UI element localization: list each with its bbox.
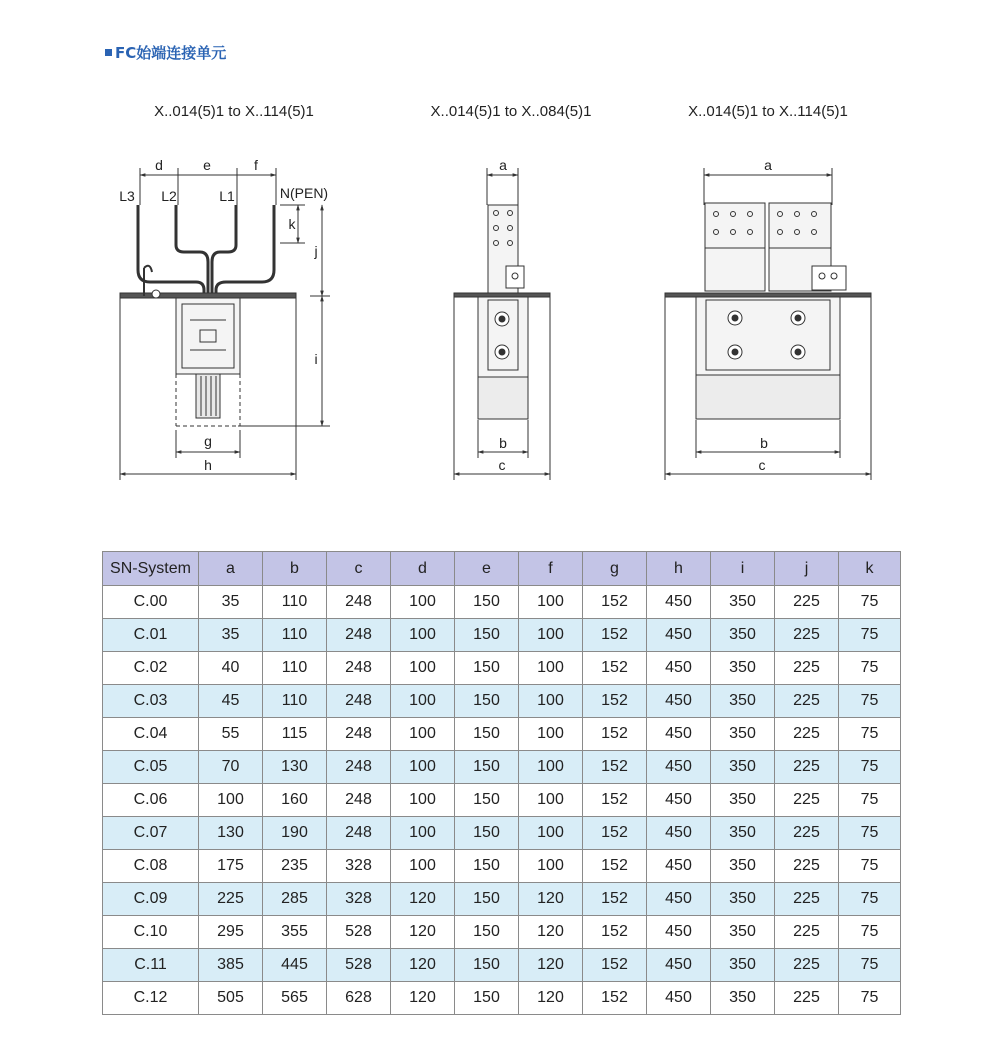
phase-label-neutral: N(PEN) xyxy=(279,185,329,201)
table-row xyxy=(103,949,901,982)
table-cell-value: 225 xyxy=(199,883,263,916)
table-cell-value: 628 xyxy=(327,982,391,1015)
table-cell-value: 152 xyxy=(583,586,647,619)
table-cell-value: 152 xyxy=(583,883,647,916)
table-cell-value: 115 xyxy=(263,718,327,751)
table-cell-value: 110 xyxy=(263,685,327,718)
table-cell-value: 150 xyxy=(455,586,519,619)
table-cell-value: 100 xyxy=(391,652,455,685)
dim-label-i: i xyxy=(314,351,318,367)
table-cell-system: C.04 xyxy=(103,718,199,751)
table-cell-value: 75 xyxy=(839,685,901,718)
header-j: j xyxy=(775,552,839,586)
table-cell-value: 225 xyxy=(775,784,839,817)
table-cell-value: 100 xyxy=(519,586,583,619)
table-cell-system: C.01 xyxy=(103,619,199,652)
table-row xyxy=(103,685,901,718)
table-cell-value: 150 xyxy=(455,850,519,883)
table-cell-value: 150 xyxy=(455,949,519,982)
table-cell-value: 75 xyxy=(839,817,901,850)
table-cell-value: 190 xyxy=(263,817,327,850)
table-cell-value: 175 xyxy=(199,850,263,883)
table-cell-value: 75 xyxy=(839,718,901,751)
table-cell-value: 75 xyxy=(839,850,901,883)
table-cell-value: 75 xyxy=(839,982,901,1015)
table-cell-value: 152 xyxy=(583,652,647,685)
table-cell-value: 120 xyxy=(519,982,583,1015)
table-cell-value: 150 xyxy=(455,718,519,751)
table-cell-value: 152 xyxy=(583,817,647,850)
table-cell-value: 225 xyxy=(775,817,839,850)
table-cell-value: 350 xyxy=(711,751,775,784)
table-cell-value: 285 xyxy=(263,883,327,916)
table-cell-value: 248 xyxy=(327,619,391,652)
table-cell-value: 152 xyxy=(583,619,647,652)
table-cell-value: 100 xyxy=(519,850,583,883)
table-cell-value: 450 xyxy=(647,751,711,784)
table-row xyxy=(103,652,901,685)
table-cell-value: 152 xyxy=(583,784,647,817)
table-cell-value: 450 xyxy=(647,817,711,850)
table-cell-value: 450 xyxy=(647,916,711,949)
table-row xyxy=(103,718,901,751)
section-title-text: FC始端连接单元 xyxy=(115,44,227,62)
table-cell-value: 350 xyxy=(711,916,775,949)
table-cell-value: 100 xyxy=(391,718,455,751)
table-cell-value: 225 xyxy=(775,619,839,652)
technical-drawings xyxy=(0,0,1000,500)
table-cell-system: C.05 xyxy=(103,751,199,784)
table-row xyxy=(103,850,901,883)
figure-3-drawing xyxy=(665,168,871,480)
table-cell-value: 355 xyxy=(263,916,327,949)
phase-label-L2: L2 xyxy=(161,188,177,204)
dim-label-a: a xyxy=(764,157,772,173)
table-cell-value: 120 xyxy=(391,916,455,949)
table-cell-value: 450 xyxy=(647,652,711,685)
table-cell-value: 160 xyxy=(263,784,327,817)
table-body xyxy=(103,586,901,1015)
table-cell-value: 110 xyxy=(263,619,327,652)
table-cell-value: 100 xyxy=(391,850,455,883)
table-cell-system: C.03 xyxy=(103,685,199,718)
figure-2-caption: X..014(5)1 to X..084(5)1 xyxy=(430,103,592,120)
table-cell-value: 100 xyxy=(519,817,583,850)
table-cell-value: 100 xyxy=(519,784,583,817)
table-cell-value: 120 xyxy=(391,883,455,916)
header-g: g xyxy=(583,552,647,586)
table-cell-value: 120 xyxy=(519,916,583,949)
table-cell-value: 385 xyxy=(199,949,263,982)
table-cell-value: 225 xyxy=(775,652,839,685)
table-cell-value: 45 xyxy=(199,685,263,718)
table-cell-value: 152 xyxy=(583,982,647,1015)
table-cell-value: 120 xyxy=(391,982,455,1015)
table-cell-value: 248 xyxy=(327,817,391,850)
dim-label-b: b xyxy=(760,435,768,451)
figure-2-drawing xyxy=(454,168,550,480)
table-cell-value: 75 xyxy=(839,586,901,619)
table-cell-value: 225 xyxy=(775,751,839,784)
dim-label-d: d xyxy=(155,157,163,173)
table-cell-value: 150 xyxy=(455,883,519,916)
table-cell-value: 350 xyxy=(711,619,775,652)
dim-label-e: e xyxy=(203,157,211,173)
table-cell-value: 152 xyxy=(583,751,647,784)
header-k: k xyxy=(839,552,901,586)
table-cell-value: 100 xyxy=(199,784,263,817)
table-cell-system: C.02 xyxy=(103,652,199,685)
table-cell-value: 150 xyxy=(455,916,519,949)
table-cell-value: 528 xyxy=(327,916,391,949)
table-cell-value: 150 xyxy=(455,685,519,718)
table-cell-value: 150 xyxy=(455,619,519,652)
table-row xyxy=(103,817,901,850)
table-cell-value: 450 xyxy=(647,619,711,652)
dim-label-c: c xyxy=(498,457,506,473)
table-cell-value: 75 xyxy=(839,883,901,916)
table-cell-value: 152 xyxy=(583,685,647,718)
table-cell-value: 528 xyxy=(327,949,391,982)
table-cell-value: 120 xyxy=(519,949,583,982)
table-cell-value: 100 xyxy=(519,718,583,751)
table-cell-system: C.08 xyxy=(103,850,199,883)
table-cell-value: 350 xyxy=(711,949,775,982)
table-cell-value: 450 xyxy=(647,850,711,883)
table-cell-value: 328 xyxy=(327,883,391,916)
table-cell-value: 100 xyxy=(391,817,455,850)
table-cell-value: 450 xyxy=(647,718,711,751)
table-cell-value: 248 xyxy=(327,652,391,685)
table-cell-value: 100 xyxy=(391,619,455,652)
table-cell-value: 450 xyxy=(647,982,711,1015)
table-cell-value: 450 xyxy=(647,949,711,982)
table-row xyxy=(103,916,901,949)
table-cell-value: 235 xyxy=(263,850,327,883)
table-cell-value: 225 xyxy=(775,718,839,751)
dim-label-a: a xyxy=(499,157,507,173)
dim-label-j: j xyxy=(314,243,318,259)
table-cell-value: 248 xyxy=(327,685,391,718)
phase-label-L3: L3 xyxy=(119,188,135,204)
table-cell-value: 70 xyxy=(199,751,263,784)
table-cell-value: 130 xyxy=(199,817,263,850)
header-d: d xyxy=(391,552,455,586)
table-cell-value: 350 xyxy=(711,652,775,685)
table-cell-value: 350 xyxy=(711,817,775,850)
table-cell-value: 350 xyxy=(711,685,775,718)
table-cell-value: 350 xyxy=(711,982,775,1015)
table-cell-value: 350 xyxy=(711,586,775,619)
dim-label-h: h xyxy=(204,457,212,473)
table-cell-value: 35 xyxy=(199,619,263,652)
table-cell-value: 225 xyxy=(775,850,839,883)
table-row xyxy=(103,586,901,619)
table-cell-value: 75 xyxy=(839,619,901,652)
header-sn-system: SN-System xyxy=(103,552,199,586)
table-cell-system: C.00 xyxy=(103,586,199,619)
table-cell-value: 350 xyxy=(711,784,775,817)
phase-label-L1: L1 xyxy=(219,188,235,204)
table-cell-system: C.09 xyxy=(103,883,199,916)
table-cell-value: 225 xyxy=(775,883,839,916)
table-cell-value: 248 xyxy=(327,586,391,619)
table-cell-value: 100 xyxy=(391,685,455,718)
table-cell-value: 110 xyxy=(263,652,327,685)
table-cell-value: 450 xyxy=(647,685,711,718)
table-cell-value: 100 xyxy=(391,586,455,619)
table-cell-value: 152 xyxy=(583,949,647,982)
table-row xyxy=(103,751,901,784)
dim-label-k: k xyxy=(288,216,296,232)
table-cell-value: 100 xyxy=(519,751,583,784)
table-header-row xyxy=(103,552,901,586)
header-e: e xyxy=(455,552,519,586)
table-row xyxy=(103,784,901,817)
table-cell-value: 450 xyxy=(647,586,711,619)
table-cell-value: 152 xyxy=(583,850,647,883)
dimension-table xyxy=(102,551,901,1015)
table-cell-value: 565 xyxy=(263,982,327,1015)
table-cell-value: 150 xyxy=(455,751,519,784)
header-c: c xyxy=(327,552,391,586)
table-cell-value: 75 xyxy=(839,751,901,784)
table-cell-value: 328 xyxy=(327,850,391,883)
dim-label-c: c xyxy=(758,457,766,473)
table-cell-value: 350 xyxy=(711,850,775,883)
table-cell-value: 35 xyxy=(199,586,263,619)
header-a: a xyxy=(199,552,263,586)
table-cell-value: 248 xyxy=(327,718,391,751)
table-cell-value: 75 xyxy=(839,949,901,982)
table-cell-system: C.06 xyxy=(103,784,199,817)
table-cell-value: 75 xyxy=(839,652,901,685)
table-cell-value: 225 xyxy=(775,982,839,1015)
dim-label-b: b xyxy=(499,435,507,451)
table-cell-value: 505 xyxy=(199,982,263,1015)
table-cell-value: 100 xyxy=(519,619,583,652)
header-b: b xyxy=(263,552,327,586)
table-cell-system: C.11 xyxy=(103,949,199,982)
dim-label-f: f xyxy=(254,157,258,173)
table-cell-value: 248 xyxy=(327,784,391,817)
table-cell-value: 152 xyxy=(583,916,647,949)
table-cell-value: 75 xyxy=(839,916,901,949)
table-cell-value: 100 xyxy=(519,652,583,685)
dim-label-g: g xyxy=(204,433,212,449)
table-cell-value: 130 xyxy=(263,751,327,784)
table-cell-value: 100 xyxy=(391,784,455,817)
table-cell-system: C.07 xyxy=(103,817,199,850)
figure-1-drawing xyxy=(120,168,330,480)
table-cell-value: 225 xyxy=(775,685,839,718)
table-cell-system: C.12 xyxy=(103,982,199,1015)
figure-3-caption: X..014(5)1 to X..114(5)1 xyxy=(688,103,848,120)
table-cell-value: 40 xyxy=(199,652,263,685)
table-row xyxy=(103,619,901,652)
table-cell-value: 120 xyxy=(391,949,455,982)
table-cell-value: 55 xyxy=(199,718,263,751)
table-cell-value: 75 xyxy=(839,784,901,817)
table-cell-value: 100 xyxy=(519,685,583,718)
header-h: h xyxy=(647,552,711,586)
table-cell-value: 152 xyxy=(583,718,647,751)
table-cell-value: 110 xyxy=(263,586,327,619)
table-cell-value: 225 xyxy=(775,949,839,982)
table-cell-value: 248 xyxy=(327,751,391,784)
table-cell-value: 225 xyxy=(775,916,839,949)
table-cell-value: 295 xyxy=(199,916,263,949)
figure-1-caption: X..014(5)1 to X..114(5)1 xyxy=(154,103,314,120)
table-cell-value: 150 xyxy=(455,982,519,1015)
table-cell-value: 350 xyxy=(711,718,775,751)
table-cell-value: 445 xyxy=(263,949,327,982)
table-cell-system: C.10 xyxy=(103,916,199,949)
table-row xyxy=(103,883,901,916)
table-cell-value: 450 xyxy=(647,784,711,817)
table-row xyxy=(103,982,901,1015)
table-cell-value: 150 xyxy=(455,817,519,850)
table-cell-value: 450 xyxy=(647,883,711,916)
table-cell-value: 225 xyxy=(775,586,839,619)
table-cell-value: 150 xyxy=(455,784,519,817)
table-cell-value: 120 xyxy=(519,883,583,916)
table-cell-value: 150 xyxy=(455,652,519,685)
table-cell-value: 350 xyxy=(711,883,775,916)
header-i: i xyxy=(711,552,775,586)
header-f: f xyxy=(519,552,583,586)
table-cell-value: 100 xyxy=(391,751,455,784)
